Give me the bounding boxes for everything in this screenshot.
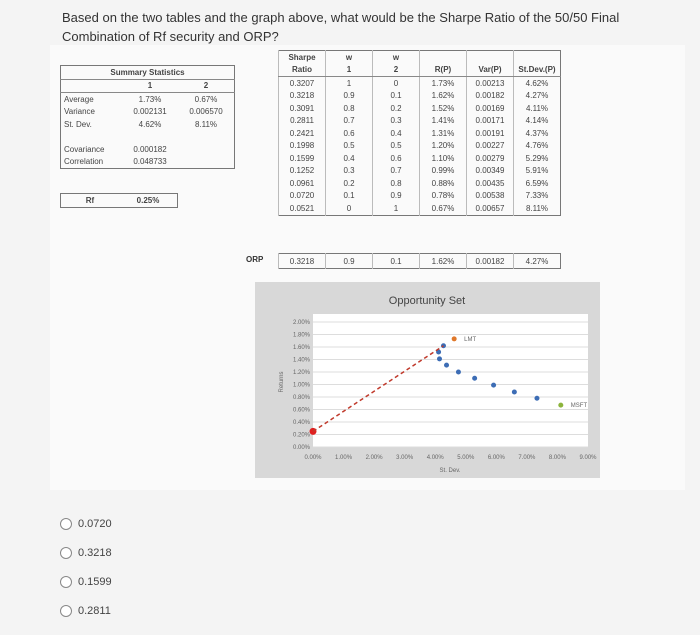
column-header: w bbox=[326, 51, 373, 64]
data-point-portfolios bbox=[534, 396, 539, 401]
table-cell: 0.00349 bbox=[467, 165, 514, 178]
orp-cell: 0.00182 bbox=[467, 254, 514, 269]
table-cell: 1.20% bbox=[420, 140, 467, 153]
column-header: R(P) bbox=[420, 64, 467, 77]
table-header-row bbox=[279, 64, 561, 77]
table-cell: 0.78% bbox=[420, 190, 467, 203]
table-cell: 0.6 bbox=[326, 127, 373, 140]
data-point-portfolios bbox=[512, 390, 517, 395]
orp-cell: 0.9 bbox=[326, 254, 373, 269]
table-cell: 0.67% bbox=[420, 202, 467, 215]
y-tick-label: 0.80% bbox=[292, 395, 310, 401]
y-tick-label: 1.60% bbox=[292, 345, 310, 351]
y-tick-label: 0.40% bbox=[292, 420, 310, 426]
summary-cell bbox=[61, 131, 123, 144]
summary-cell: 0.000182 bbox=[133, 144, 167, 154]
x-tick-label: 5.00% bbox=[457, 455, 475, 461]
summary-cell: 8.11% bbox=[194, 119, 218, 129]
table-cell: 0.0720 bbox=[279, 190, 326, 203]
radio-button[interactable] bbox=[60, 547, 72, 559]
summary-cell: St. Dev. bbox=[64, 119, 92, 129]
table-row bbox=[279, 202, 561, 215]
table-cell: 0.6 bbox=[373, 152, 420, 165]
table-cell: 0.2 bbox=[373, 102, 420, 115]
summary-cell: Covariance bbox=[64, 144, 105, 154]
answer-option[interactable] bbox=[60, 605, 111, 617]
table-cell: 0.00435 bbox=[467, 177, 514, 190]
table-row bbox=[279, 90, 561, 103]
rf-label: Rf bbox=[85, 195, 95, 205]
portfolio-table bbox=[278, 50, 561, 216]
x-tick-label: 7.00% bbox=[518, 455, 536, 461]
y-tick-label: 0.20% bbox=[292, 432, 310, 439]
column-header: Var(P) bbox=[467, 64, 514, 77]
answer-option[interactable] bbox=[60, 518, 112, 530]
summary-cell: Correlation bbox=[64, 157, 104, 167]
orp-row bbox=[279, 254, 561, 269]
summary-cell: 0.67% bbox=[194, 94, 218, 104]
y-tick-label: 0.00% bbox=[292, 445, 310, 451]
summary-row bbox=[61, 131, 235, 144]
table-cell: 0.00213 bbox=[467, 77, 514, 90]
data-point-portfolios bbox=[437, 356, 442, 361]
data-point-portfolios bbox=[444, 363, 449, 368]
radio-button[interactable] bbox=[60, 605, 72, 617]
summary-row bbox=[61, 143, 235, 156]
orp-label: ORP bbox=[246, 255, 264, 264]
table-cell: 7.33% bbox=[514, 190, 561, 203]
table-row bbox=[279, 190, 561, 203]
column-header: St.Dev.(P) bbox=[514, 64, 561, 77]
table-cell: 0.00279 bbox=[467, 152, 514, 165]
radio-button[interactable] bbox=[60, 518, 72, 530]
table-cell: 0.3218 bbox=[279, 90, 326, 103]
table-cell: 0.9 bbox=[326, 90, 373, 103]
table-cell: 0 bbox=[326, 202, 373, 215]
table-row bbox=[279, 177, 561, 190]
table-cell: 0.3 bbox=[326, 165, 373, 178]
rf-table bbox=[60, 193, 178, 208]
x-axis-label: St. Dev. bbox=[439, 468, 461, 474]
table-cell: 0.3091 bbox=[279, 102, 326, 115]
column-header: 2 bbox=[373, 64, 420, 77]
answer-option[interactable] bbox=[60, 547, 112, 559]
x-tick-label: 8.00% bbox=[548, 455, 566, 461]
orp-cell: 0.1 bbox=[373, 254, 420, 269]
table-row bbox=[279, 127, 561, 140]
table-cell: 4.76% bbox=[514, 140, 561, 153]
table-row bbox=[279, 115, 561, 128]
table-cell: 4.62% bbox=[514, 77, 561, 90]
x-tick-label: 4.00% bbox=[426, 455, 444, 461]
table-cell: 0.4 bbox=[373, 127, 420, 140]
table-cell: 0.2421 bbox=[279, 127, 326, 140]
orp-cell: 4.27% bbox=[514, 254, 561, 269]
table-cell: 0.00227 bbox=[467, 140, 514, 153]
table-cell: 0.3 bbox=[373, 115, 420, 128]
y-tick-label: 1.40% bbox=[292, 357, 310, 364]
table-cell: 0.1998 bbox=[279, 140, 326, 153]
summary-cell: Average bbox=[64, 94, 94, 104]
table-row bbox=[279, 77, 561, 90]
data-point-portfolios bbox=[456, 370, 461, 375]
table-cell: 5.91% bbox=[514, 165, 561, 178]
table-cell: 0.8 bbox=[373, 177, 420, 190]
table-cell: 1.10% bbox=[420, 152, 467, 165]
option-label: 0.3218 bbox=[78, 547, 112, 559]
y-axis-label: Returns bbox=[279, 371, 285, 393]
table-cell: 0.5 bbox=[373, 140, 420, 153]
table-cell: 4.11% bbox=[514, 102, 561, 115]
summary-row bbox=[61, 156, 235, 169]
table-cell: 4.27% bbox=[514, 90, 561, 103]
summary-col-header bbox=[61, 79, 123, 93]
table-cell: 0.7 bbox=[373, 165, 420, 178]
x-tick-label: 6.00% bbox=[487, 455, 505, 461]
column-header: 1 bbox=[326, 64, 373, 77]
chart-title: Opportunity Set bbox=[388, 295, 466, 307]
data-point-lmt bbox=[452, 336, 457, 341]
table-cell: 5.29% bbox=[514, 152, 561, 165]
data-point-portfolios bbox=[491, 383, 496, 388]
table-cell: 0.8 bbox=[326, 102, 373, 115]
table-cell: 1.73% bbox=[420, 77, 467, 90]
summary-cell bbox=[122, 131, 178, 144]
table-cell: 1.31% bbox=[420, 127, 467, 140]
y-tick-label: 2.00% bbox=[292, 320, 310, 326]
summary-cell: Variance bbox=[64, 107, 95, 117]
summary-cell bbox=[178, 156, 235, 169]
table-cell: 0.1599 bbox=[279, 152, 326, 165]
summary-row bbox=[61, 106, 235, 119]
x-tick-label: 2.00% bbox=[365, 455, 383, 461]
rf-value: 0.25% bbox=[136, 195, 160, 205]
summary-cell: 1.73% bbox=[138, 94, 162, 104]
table-row bbox=[279, 152, 561, 165]
summary-cell bbox=[178, 131, 235, 144]
summary-col-header: 2 bbox=[178, 79, 235, 93]
column-header bbox=[467, 51, 514, 64]
table-row bbox=[279, 140, 561, 153]
table-cell: 0.0521 bbox=[279, 202, 326, 215]
y-tick-label: 1.20% bbox=[292, 370, 310, 376]
table-cell: 0.0961 bbox=[279, 177, 326, 190]
orp-cell: 1.62% bbox=[420, 254, 467, 269]
table-cell: 0.4 bbox=[326, 152, 373, 165]
orp-cell: 0.3218 bbox=[279, 254, 326, 269]
table-cell: 0.1 bbox=[326, 190, 373, 203]
summary-statistics-table bbox=[60, 65, 235, 169]
table-cell: 0.00171 bbox=[467, 115, 514, 128]
data-point-msft bbox=[558, 403, 563, 408]
opportunity-set-chart bbox=[255, 282, 600, 478]
table-cell: 8.11% bbox=[514, 202, 561, 215]
summary-cell bbox=[178, 143, 235, 156]
option-label: 0.0720 bbox=[78, 518, 112, 530]
plot-area bbox=[313, 314, 588, 447]
table-cell: 0.2 bbox=[326, 177, 373, 190]
table-cell: 1.52% bbox=[420, 102, 467, 115]
table-row bbox=[279, 165, 561, 178]
table-cell: 0.00169 bbox=[467, 102, 514, 115]
option-label: 0.2811 bbox=[78, 605, 111, 617]
column-header: Ratio bbox=[279, 64, 326, 77]
table-cell: 0.7 bbox=[326, 115, 373, 128]
column-header bbox=[514, 51, 561, 64]
table-cell: 1.41% bbox=[420, 115, 467, 128]
table-cell: 0.2811 bbox=[279, 115, 326, 128]
table-cell: 0.00191 bbox=[467, 127, 514, 140]
table-cell: 0.00182 bbox=[467, 90, 514, 103]
table-cell: 1 bbox=[373, 202, 420, 215]
column-header: w bbox=[373, 51, 420, 64]
table-cell: 0.88% bbox=[420, 177, 467, 190]
point-label: LMT bbox=[464, 336, 477, 343]
x-tick-label: 1.00% bbox=[335, 455, 353, 461]
x-tick-label: 0.00% bbox=[304, 455, 322, 461]
table-header-row bbox=[279, 51, 561, 64]
summary-row bbox=[61, 118, 235, 131]
option-label: 0.1599 bbox=[78, 576, 112, 588]
point-label: MSFT bbox=[570, 403, 588, 410]
summary-cell: 0.002131 bbox=[133, 107, 167, 117]
orp-table bbox=[278, 253, 561, 269]
x-tick-label: 3.00% bbox=[396, 455, 414, 461]
table-cell: 0 bbox=[373, 77, 420, 90]
table-cell: 1 bbox=[326, 77, 373, 90]
radio-button[interactable] bbox=[60, 576, 72, 588]
y-tick-label: 1.80% bbox=[292, 332, 310, 339]
column-header: Sharpe bbox=[279, 51, 326, 64]
column-header bbox=[420, 51, 467, 64]
y-tick-label: 0.60% bbox=[292, 407, 310, 414]
table-cell: 0.00657 bbox=[467, 202, 514, 215]
table-cell: 0.3207 bbox=[279, 77, 326, 90]
data-point-portfolios bbox=[472, 376, 477, 381]
table-cell: 4.14% bbox=[514, 115, 561, 128]
table-cell: 0.9 bbox=[373, 190, 420, 203]
table-cell: 1.62% bbox=[420, 90, 467, 103]
summary-cell: 0.048733 bbox=[133, 157, 167, 167]
x-tick-label: 9.00% bbox=[579, 455, 597, 461]
table-cell: 0.1252 bbox=[279, 165, 326, 178]
summary-cell: 4.62% bbox=[138, 119, 162, 129]
answer-option[interactable] bbox=[60, 576, 112, 588]
table-cell: 0.1 bbox=[373, 90, 420, 103]
table-cell: 0.99% bbox=[420, 165, 467, 178]
summary-col-header: 1 bbox=[122, 79, 178, 93]
summary-row bbox=[61, 93, 235, 106]
table-cell: 6.59% bbox=[514, 177, 561, 190]
table-row bbox=[279, 102, 561, 115]
table-cell: 4.37% bbox=[514, 127, 561, 140]
y-tick-label: 1.00% bbox=[292, 382, 310, 389]
summary-title: Summary Statistics bbox=[61, 66, 235, 80]
question-text: Based on the two tables and the graph above, what would be the Sharpe Ratio of the 50/50 Final Combination of Rf security and ORP? bbox=[62, 10, 620, 44]
table-cell: 0.00538 bbox=[467, 190, 514, 203]
summary-cell: 0.006570 bbox=[189, 107, 223, 117]
table-cell: 0.5 bbox=[326, 140, 373, 153]
